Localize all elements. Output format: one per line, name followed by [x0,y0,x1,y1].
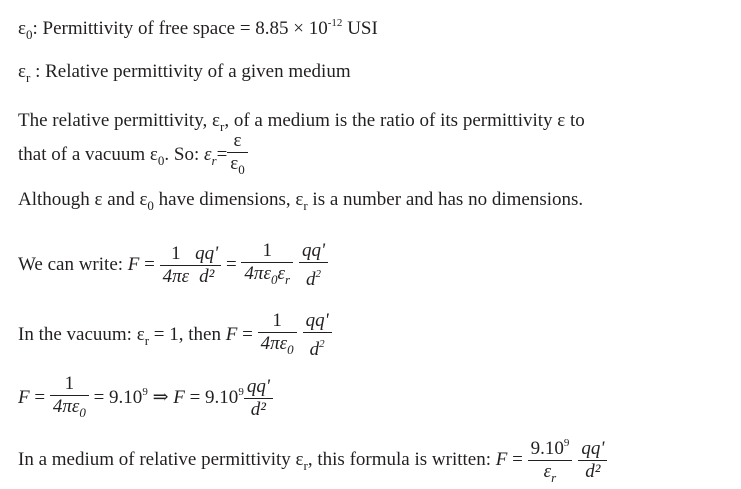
denominator: $d^2$ [309,338,325,360]
unit: USI [342,18,378,39]
denominator: $4\pi\varepsilon_0$ [260,333,294,357]
symbol-eps: ε [149,143,158,165]
numerator: qq' [303,310,332,333]
denominator: 4πε [162,266,190,287]
subscript: r [144,332,150,348]
exponent: 9 [238,385,244,398]
equation-coulomb-medium [18,240,328,291]
subscript: r [211,152,217,168]
symbol-eps: ε [230,153,239,174]
text: Although ε and ε [18,189,148,210]
fraction-charges [244,376,273,421]
paragraph-ratio-line2 [18,130,248,177]
definition-text: : Relative permittivity of a given medium [30,61,351,82]
denominator: d² [585,461,601,482]
force-symbol: F [173,386,185,408]
fraction-charges [578,438,607,483]
subscript: r [25,70,31,85]
denominator: $\varepsilon_r$ [543,461,557,485]
fraction-constant [50,373,89,424]
denominator: $4\pi\varepsilon_0\varepsilon_r$ [244,263,290,287]
text: have dimensions, ε [153,189,304,210]
symbol-eps: ε [18,18,26,39]
label: , this formula is written: [307,448,496,470]
subscript: 0 [238,162,245,177]
numerator: 1 [258,310,297,333]
subscript: 0 [147,198,154,213]
denominator: $d^2$ [306,268,322,290]
equation-medium-formula [18,432,607,489]
numerator: qq' [299,240,328,263]
numerator: qq' [578,438,607,461]
equation-constant-value [18,373,273,424]
fraction-charges [303,310,332,361]
numerator: 1 [50,373,89,396]
text: is a number and has no dimensions. [307,189,584,210]
text: , of a medium is the ratio of its permittivity [224,110,558,131]
definition-text: : Permittivity of free space = 8.85 × 10 [32,18,328,39]
exponent: -12 [327,17,343,29]
subscript: r [219,119,225,134]
text: to [565,110,585,131]
fraction-charges [299,240,328,291]
definition-epsr [18,61,351,89]
fraction-constant-expanded [241,240,293,291]
equals: = [139,253,160,275]
subscript: r [303,457,308,473]
force-symbol: F [127,253,140,275]
constant-value: = 9.10 [184,386,239,408]
force-symbol: F [225,323,238,345]
subscript: r [303,198,308,213]
numerator: qq' [244,376,273,399]
equals: = [507,448,528,470]
numerator: 9.10$^9$ [528,432,573,461]
label: We can write: [18,253,128,275]
implies-arrow: ⇒ [147,386,174,408]
denominator: d² [250,399,266,420]
equals: = [237,323,258,345]
text: . So: [164,143,204,165]
symbol-eps: ε [557,110,566,131]
paragraph-dimensions [18,189,583,217]
symbol-eps: ε [204,143,212,165]
fraction-constant [258,310,297,361]
subscript: 0 [157,152,165,168]
symbol-eps: ε [295,448,304,470]
equation-vacuum [18,310,332,361]
equals: = [29,386,50,408]
exponent: 9 [142,385,148,398]
denominator: d² [199,266,215,287]
constant-value: = 9.10 [88,386,143,408]
force-symbol: F [495,448,508,470]
fraction-constant-medium [528,432,573,489]
definition-eps0 [18,12,378,46]
symbol-eps: ε [136,323,145,345]
fraction-charges [192,243,221,288]
fraction-eps-ratio [227,130,247,181]
equals: = [216,143,228,165]
subscript: 0 [25,27,33,42]
symbol-eps: ε [18,61,26,82]
numerator: qq' [192,243,221,266]
numerator: 1 [160,243,193,266]
numerator: ε [227,130,247,153]
text: The relative permittivity, [18,110,212,131]
equals: = [221,253,242,275]
label: = 1, then [149,323,226,345]
numerator: 1 [241,240,293,263]
fraction-constant [160,243,193,288]
text: that of a vacuum [18,143,150,165]
denominator: $4\pi\varepsilon_0$ [52,396,86,420]
denominator [227,153,247,181]
symbol-eps: ε [211,110,220,131]
label: In the vacuum: [18,323,137,345]
force-symbol: F [18,386,30,408]
label: In a medium of relative permittivity [18,448,296,470]
